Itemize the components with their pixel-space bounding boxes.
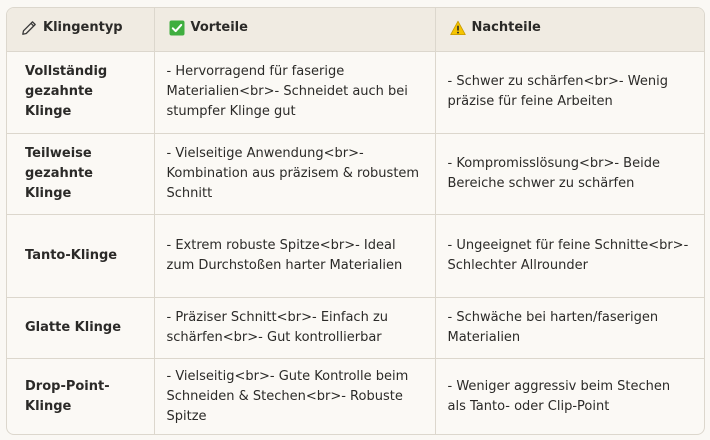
- blade-type-cell: Teilweise gezahnte Klinge: [7, 133, 154, 215]
- blade-comparison-table: [7, 8, 704, 434]
- table-row: [7, 359, 704, 434]
- cons-cell: - Schwäche bei harten/faserigen Materialien: [435, 298, 704, 359]
- pros-cell: - Hervorragend für faserige Materialien<br>- Schneidet auch bei stumpfer Klinge gut: [154, 52, 435, 134]
- cons-cell: - Schwer zu schärfen<br>- Wenig präzise für feine Arbeiten: [435, 52, 704, 134]
- header-klingentyp: [7, 8, 154, 52]
- header-label-vorteile: Vorteile: [190, 20, 248, 35]
- table-row: [7, 215, 704, 298]
- pros-cell: - Präziser Schnitt<br>- Einfach zu schärfen<br>- Gut kontrollierbar: [154, 298, 435, 359]
- blade-type-cell: Drop-Point-Klinge: [7, 359, 154, 434]
- pencil-icon: [21, 20, 37, 36]
- header-label-klingentyp: Klingentyp: [43, 20, 123, 35]
- blade-type-cell: Tanto-Klinge: [7, 215, 154, 298]
- table-row: [7, 298, 704, 359]
- comparison-table-container: [6, 7, 705, 435]
- table-header-row: [7, 8, 704, 52]
- header-vorteile: [154, 8, 435, 52]
- warning-icon: [450, 20, 466, 36]
- cons-cell: - Kompromisslösung<br>- Beide Bereiche schwer zu schärfen: [435, 133, 704, 215]
- header-label-nachteile: Nachteile: [471, 20, 541, 35]
- cons-cell: - Weniger aggressiv beim Stechen als Tanto- oder Clip-Point: [435, 359, 704, 434]
- pros-cell: - Vielseitige Anwendung<br>- Kombination aus präzisem & robustem Schnitt: [154, 133, 435, 215]
- pros-cell: - Extrem robuste Spitze<br>- Ideal zum Durchstoßen harter Materialien: [154, 215, 435, 298]
- blade-type-cell: Vollständig gezahnte Klinge: [7, 52, 154, 134]
- header-nachteile: [435, 8, 704, 52]
- table-row: [7, 133, 704, 215]
- table-row: [7, 52, 704, 134]
- cons-cell: - Ungeeignet für feine Schnitte<br>- Schlechter Allrounder: [435, 215, 704, 298]
- check-box-icon: [169, 20, 185, 36]
- pros-cell: - Vielseitig<br>- Gute Kontrolle beim Schneiden & Stechen<br>- Robuste Spitze: [154, 359, 435, 434]
- blade-type-cell: Glatte Klinge: [7, 298, 154, 359]
